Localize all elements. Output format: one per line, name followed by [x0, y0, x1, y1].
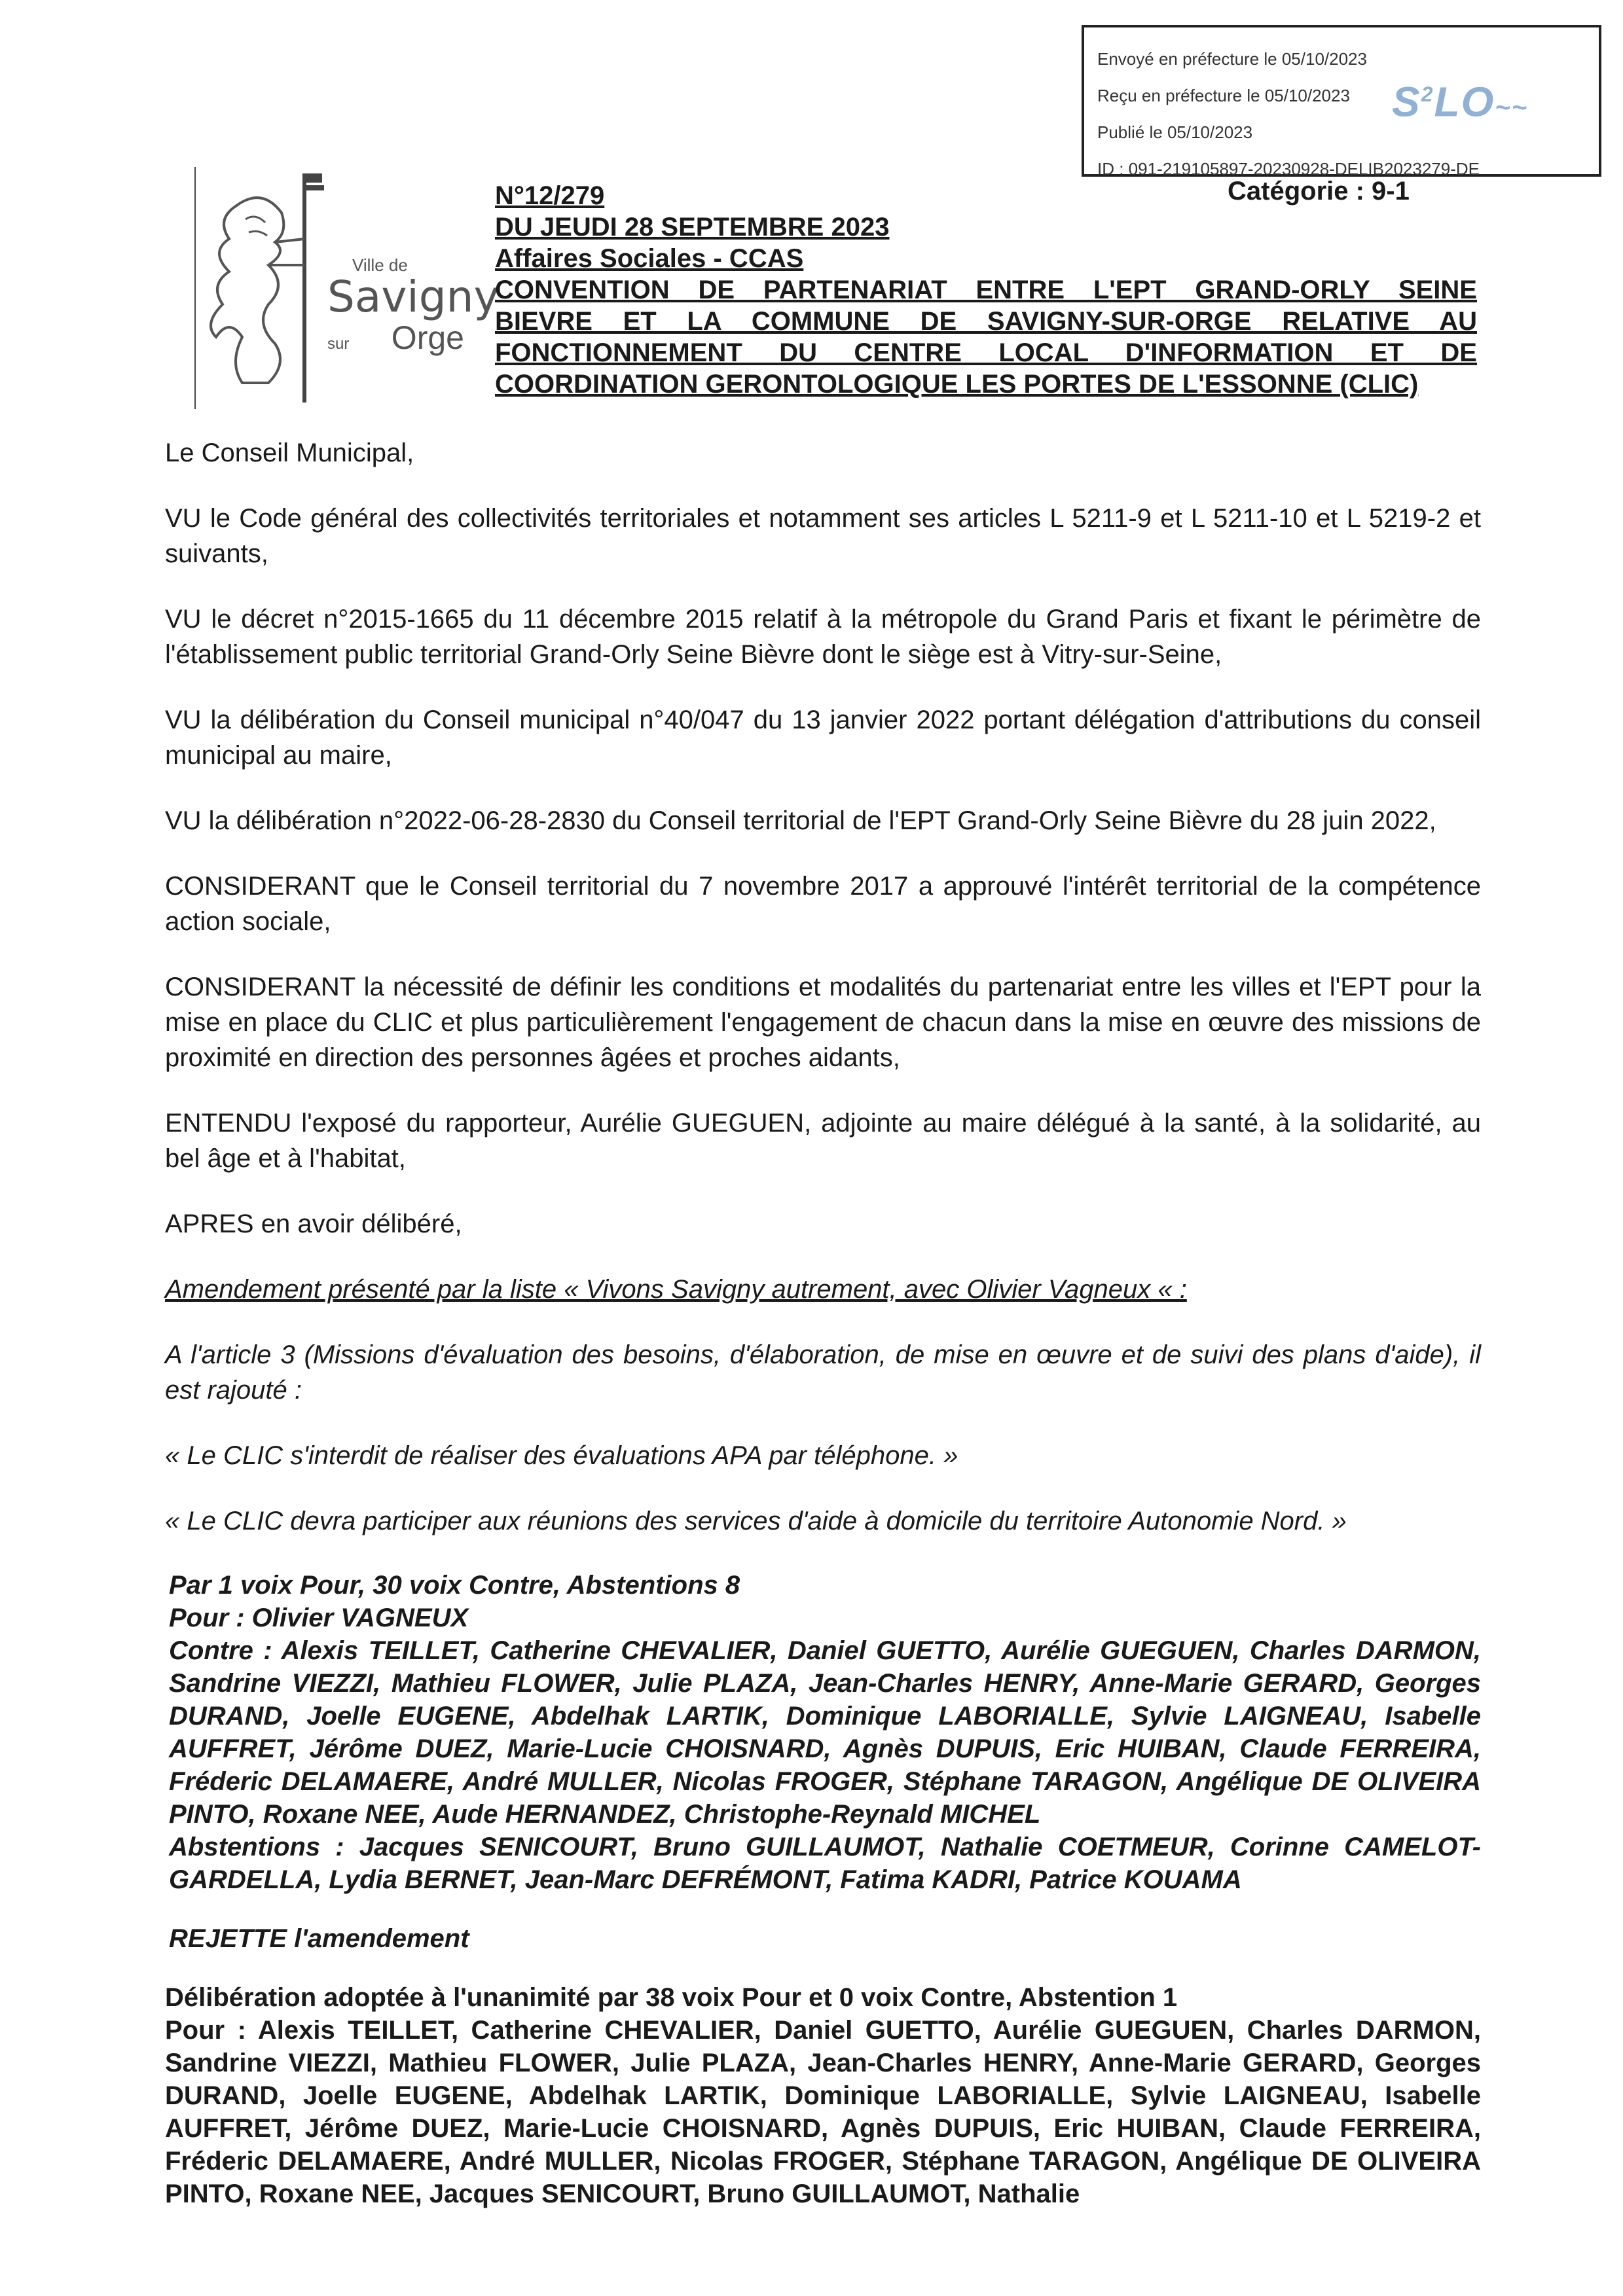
vote1-pour: Pour : Olivier VAGNEUX — [169, 1604, 469, 1632]
considerant-1: CONSIDERANT que le Conseil territorial du 7 novembre 2017 a approuvé l'intérêt territorial de la compétence action sociale, — [165, 872, 1481, 936]
ville-name — [327, 255, 500, 357]
categorie: Catégorie : 9-1 — [1228, 177, 1410, 206]
title-line-3: FONCTIONNEMENT DU CENTRE LOCAL D'INFORMATION ET DE — [495, 338, 1477, 367]
vu-4: VU la délibération n°2022-06-28-2830 du Conseil territorial de l'EPT Grand-Orly Seine Bièvre du 28 juin 2022, — [165, 806, 1436, 835]
amendment-quote-1: « Le CLIC s'interdit de réaliser des évaluations APA par téléphone. » — [165, 1441, 958, 1470]
apres: APRES en avoir délibéré, — [165, 1210, 462, 1238]
ville-sur: sur — [327, 335, 350, 353]
amendment-article: A l'article 3 (Missions d'évaluation des besoins, d'élaboration, de mise en œuvre et de suivi des plans d'aide), il est rajouté : — [165, 1340, 1481, 1405]
intro: Le Conseil Municipal, — [165, 439, 414, 467]
vu-1: VU le Code général des collectivités territoriales et notamment ses articles L 5211-9 et L 5211-10 et L 5219-2 et suivants, — [165, 504, 1481, 568]
prefecture-stamp — [1082, 25, 1601, 177]
deliberation-header — [495, 180, 1477, 400]
stamp-publie: Publié le 05/10/2023 — [1097, 122, 1253, 142]
title-line-2: BIEVRE ET LA COMMUNE DE SAVIGNY-SUR-ORGE RELATIVE AU — [495, 307, 1477, 336]
vote1-contre: Contre : Alexis TEILLET, Catherine CHEVALIER, Daniel GUETTO, Aurélie GUEGUEN, Charles DARMON, Sandrine VIEZZI, Mathieu FLOWER, Julie PLAZA, Jean-Charles HENRY, Anne-Marie GERARD, Georges DURAND, Joelle EUGENE, Abdelhak LARTIK, Dominique LABORIALLE, Sylvie LAIGNEAU, Isabelle AUFFRET, Jérôme DUEZ, Marie-Lucie CHOISNARD, Agnès DUPUIS, Eric HUIBAN, Claude FERREIRA, Fréderic DELAMAERE, André MULLER, Nicolas FROGER, Stéphane TARAGON, Angélique DE OLIVEIRA PINTO, Roxane NEE, Aude HERNANDEZ, Christophe-Reynald MICHEL — [169, 1636, 1481, 1829]
ville-savigny: Savigny — [327, 272, 500, 322]
s2low-logo: $S^2LO\sim\sim$ — [1392, 78, 1529, 126]
deliberation-body — [165, 435, 1481, 2210]
deliberation-date: DU JEUDI 28 SEPTEMBRE 2023 — [495, 213, 890, 242]
vu-2: VU le décret n°2015-1665 du 11 décembre 2015 relatif à la métropole du Grand Paris et fixant le périmètre de l'établissement public territorial Grand-Orly Seine Bièvre dont le siège est à Vitry-sur-Seine, — [165, 605, 1481, 669]
ville-orge: Orge — [391, 319, 464, 356]
stamp-recu: Reçu en préfecture le 05/10/2023 — [1097, 86, 1350, 105]
title-line-1: CONVENTION DE PARTENARIAT ENTRE L'EPT GRAND-ORLY SEINE — [495, 276, 1477, 304]
vu-3: VU la délibération du Conseil municipal n°40/047 du 13 janvier 2022 portant délégation d'attributions du conseil municipal au maire, — [165, 706, 1481, 770]
vote2-pour: Pour : Alexis TEILLET, Catherine CHEVALIER, Daniel GUETTO, Aurélie GUEGUEN, Charles DARMON, Sandrine VIEZZI, Mathieu FLOWER, Julie PLAZA, Jean-Charles HENRY, Anne-Marie GERARD, Georges DURAND, Joelle EUGENE, Abdelhak LARTIK, Dominique LABORIALLE, Sylvie LAIGNEAU, Isabelle AUFFRET, Jérôme DUEZ, Marie-Lucie CHOISNARD, Agnès DUPUIS, Eric HUIBAN, Claude FERREIRA, Fréderic DELAMAERE, André MULLER, Nicolas FROGER, Stéphane TARAGON, Angélique DE OLIVEIRA PINTO, Roxane NEE, Jacques SENICOURT, Bruno GUILLAUMOT, Nathalie — [165, 2016, 1481, 2208]
vote1-head: Par 1 voix Pour, 30 voix Contre, Abstentions 8 — [169, 1571, 740, 1600]
amendment-title: Amendement présenté par la liste « Vivons Savigny autrement, avec Olivier Vagneux « : — [165, 1275, 1187, 1304]
ville-de: Ville de — [352, 255, 408, 275]
entendu: ENTENDU l'exposé du rapporteur, Aurélie GUEGUEN, adjointe au maire délégué à la santé, à la solidarité, au bel âge et à l'habitat, — [165, 1109, 1481, 1173]
stamp-id: ID : 091-219105897-20230928-DELIB2023279-DE — [1097, 159, 1480, 179]
amendment-quote-2: « Le CLIC devra participer aux réunions des services d'aide à domicile du territoire Autonomie Nord. » — [165, 1507, 1347, 1535]
rejette: REJETTE l'amendement — [169, 1924, 469, 1953]
stamp-envoye: Envoyé en préfecture le 05/10/2023 — [1097, 49, 1367, 69]
deliberation-service: Affaires Sociales - CCAS — [495, 244, 804, 273]
considerant-2: CONSIDERANT la nécessité de définir les conditions et modalités du partenariat entre les villes et l'EPT pour la mise en place du CLIC et plus particulièrement l'engagement de chacun dans la mise en œuvre des missions de proximité en direction des personnes âgées et proches aidants, — [165, 973, 1481, 1072]
deliberation-number: N°12/279 — [495, 181, 605, 210]
vote2-head: Délibération adoptée à l'unanimité par 38 voix Pour et 0 voix Contre, Abstention 1 — [165, 1983, 1178, 2012]
title-line-4: COORDINATION GERONTOLOGIQUE LES PORTES DE L'ESSONNE (CLIC) — [495, 370, 1419, 399]
vote1-abstentions: Abstentions : Jacques SENICOURT, Bruno GUILLAUMOT, Nathalie COETMEUR, Corinne CAMELOT-GARDELLA, Lydia BERNET, Jean-Marc DEFRÉMONT, Fatima KADRI, Patrice KOUAMA — [169, 1833, 1481, 1894]
